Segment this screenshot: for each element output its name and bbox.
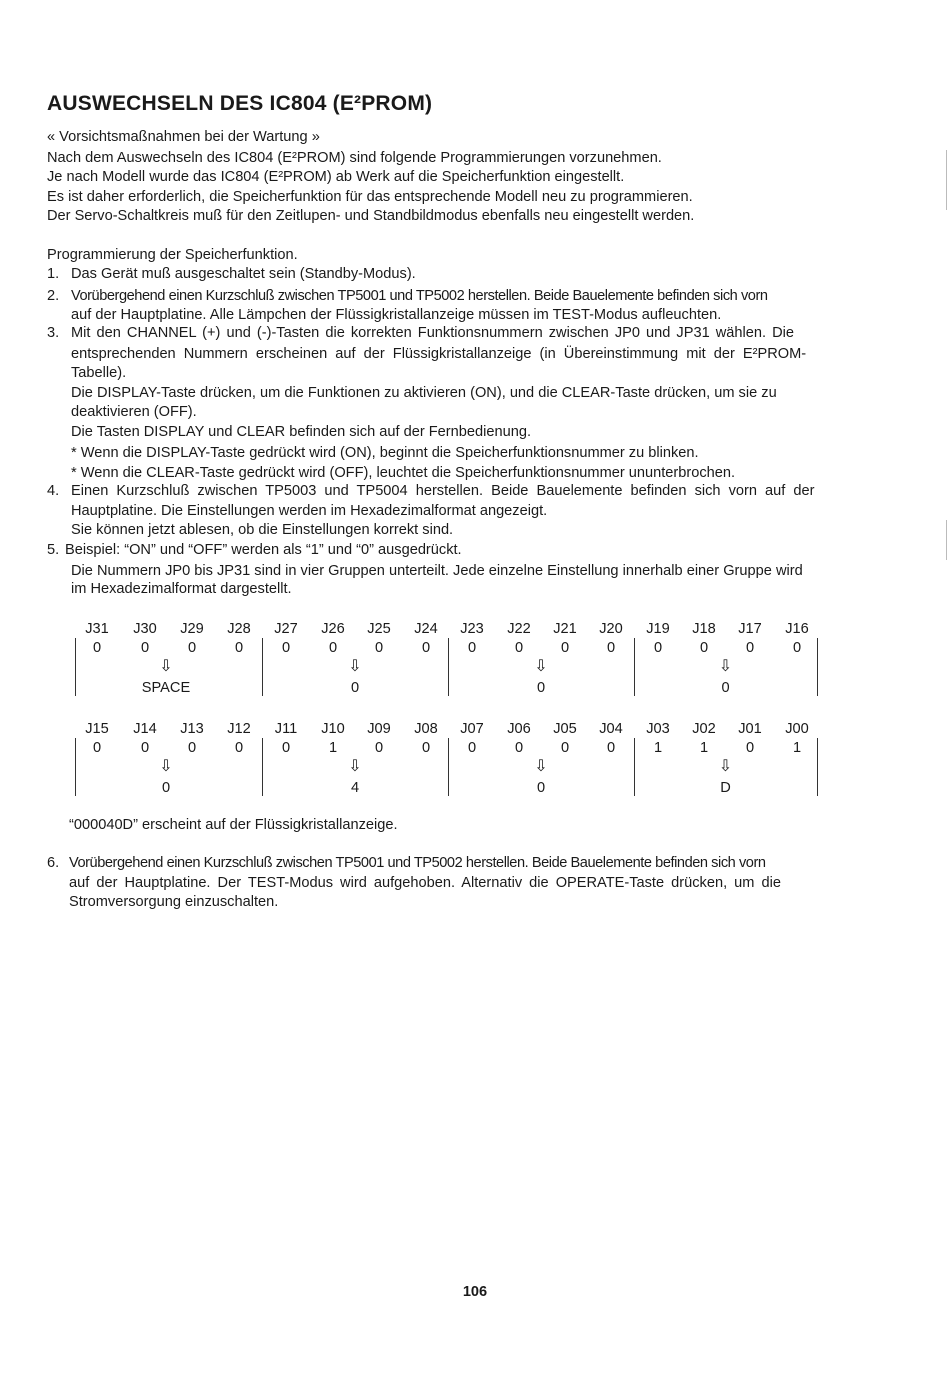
intro-line: Es ist daher erforderlich, die Speicherfunktion für das entsprechende Modell neu zu programmieren. [47,189,693,205]
group-divider [262,738,263,796]
bit-label: J18 [692,621,716,637]
hex-digit: 0 [161,780,171,796]
bit-label: J11 [274,721,298,737]
group-divider [262,638,263,696]
bit-label: J07 [460,721,484,737]
step-text: Sie können jetzt ablesen, ob die Einstellungen korrekt sind. [71,522,454,538]
display-note: “000040D” erscheint auf der Flüssigkristallanzeige. [69,817,398,833]
step-text: auf der Hauptplatine. Alle Lämpchen der Flüssigkristallanzeige müssen im TEST-Modus aufleuchten. [71,307,722,323]
hex-digit: SPACE [141,680,191,696]
bit-value: 0 [699,640,709,656]
hex-digit: 0 [536,780,546,796]
page-number: 106 [462,1284,488,1300]
step-note: * Wenn die CLEAR-Taste gedrückt wird (OFF), leuchtet die Speicherfunktionsnummer ununterbrochen. [71,465,736,481]
bit-value: 0 [467,640,477,656]
bit-label: J28 [227,621,251,637]
down-arrow-icon: ⇩ [348,658,362,675]
bit-label: J08 [414,721,438,737]
bit-label: J21 [553,621,577,637]
bit-value: 0 [187,740,197,756]
bit-value: 0 [234,740,244,756]
bit-value: 0 [514,640,524,656]
step-text: auf der Hauptplatine. Der TEST-Modus wird aufgehoben. Alternativ die OPERATE-Taste drücken, um die [69,875,781,891]
step-text: Vorübergehend einen Kurzschluß zwischen TP5001 und TP5002 herstellen. Beide Bauelemente befinden sich vorn [71,288,768,304]
bit-value: 0 [421,740,431,756]
bit-value: 1 [699,740,709,756]
bit-label: J19 [646,621,670,637]
step-text: deaktivieren (OFF). [71,404,197,420]
bit-label: J26 [321,621,345,637]
scan-edge-mark [946,150,947,210]
bit-label: J22 [507,621,531,637]
hex-digit: 0 [721,680,730,696]
group-divider [448,638,449,696]
bit-value: 0 [281,640,291,656]
bit-value: 0 [792,640,802,656]
bit-label: J17 [738,621,762,637]
step-number: 5. [47,542,60,558]
step-number: 1. [47,266,60,282]
bit-label: J27 [274,621,298,637]
bit-label: J00 [785,721,809,737]
step-text: im Hexadezimalformat dargestellt. [71,581,292,597]
step-text: Beispiel: “ON” und “OFF” werden als “1” und “0” ausgedrückt. [65,542,462,558]
step-text: Mit den CHANNEL (+) und (-)-Tasten die korrekten Funktionsnummern zwischen JP0 und JP31 wählen. Die [71,325,794,341]
group-divider [634,638,635,696]
hex-digit: D [720,780,731,796]
bit-value: 1 [328,740,338,756]
page-title: AUSWECHSELN DES IC804 (E²PROM) [47,92,433,115]
step-text: Einen Kurzschluß zwischen TP5003 und TP5004 herstellen. Beide Bauelemente befinden sich vorn auf der [71,483,815,499]
bit-label: J14 [133,721,157,737]
step-text: Tabelle). [71,365,127,381]
precaution-heading: « Vorsichtsmaßnahmen bei der Wartung » [47,129,320,145]
step-number: 6. [47,855,60,871]
bit-value: 0 [745,640,755,656]
bit-value: 0 [421,640,431,656]
group-divider [817,638,818,696]
bit-label: J06 [507,721,531,737]
bit-value: 1 [653,740,663,756]
group-divider [817,738,818,796]
bit-value: 0 [560,740,570,756]
bit-value: 0 [234,640,244,656]
bit-value: 0 [606,640,616,656]
bit-value: 0 [187,640,197,656]
scan-edge-mark [946,520,947,560]
bit-label: J02 [692,721,716,737]
down-arrow-icon: ⇩ [159,758,173,775]
step-text: Hauptplatine. Die Einstellungen werden im Hexadezimalformat angezeigt. [71,503,548,519]
bit-label: J01 [738,721,762,737]
bit-label: J10 [321,721,345,737]
step-number: 4. [47,483,60,499]
step-text: Die Tasten DISPLAY und CLEAR befinden sich auf der Fernbedienung. [71,424,531,440]
bit-value: 0 [92,640,102,656]
group-divider [448,738,449,796]
step-text: entsprechenden Nummern erscheinen auf der Flüssigkristallanzeige (in Übereinstimmung mit der E²PROM- [71,346,807,362]
down-arrow-icon: ⇩ [534,658,548,675]
step-text: Die Nummern JP0 bis JP31 sind in vier Gruppen unterteilt. Jede einzelne Einstellung innerhalb einer Gruppe wird [71,563,803,579]
bit-value: 0 [374,740,384,756]
bit-value: 0 [745,740,755,756]
intro-line: Nach dem Auswechseln des IC804 (E²PROM) sind folgende Programmierungen vorzunehmen. [47,150,662,166]
bit-label: J15 [85,721,109,737]
bit-label: J16 [785,621,809,637]
bit-value: 0 [281,740,291,756]
bit-label: J09 [367,721,391,737]
bit-value: 0 [514,740,524,756]
down-arrow-icon: ⇩ [718,658,733,675]
down-arrow-icon: ⇩ [534,758,548,775]
bit-label: J12 [227,721,251,737]
intro-line: Je nach Modell wurde das IC804 (E²PROM) ab Werk auf die Speicherfunktion eingestellt. [47,169,625,185]
step-text: Stromversorgung einzuschalten. [69,894,279,910]
programming-heading: Programmierung der Speicherfunktion. [47,247,298,263]
bit-value: 0 [653,640,663,656]
bit-label: J29 [180,621,204,637]
bit-label: J25 [367,621,391,637]
bit-value: 0 [92,740,102,756]
bit-label: J04 [599,721,623,737]
bit-value: 0 [374,640,384,656]
bit-label: J23 [460,621,484,637]
step-note: * Wenn die DISPLAY-Taste gedrückt wird (ON), beginnt die Speicherfunktionsnummer zu blinken. [71,445,699,461]
down-arrow-icon: ⇩ [348,758,362,775]
intro-line: Der Servo-Schaltkreis muß für den Zeitlupen- und Standbildmodus ebenfalls neu eingestellt werden. [47,208,695,224]
bit-label: J30 [133,621,157,637]
bit-value: 0 [140,740,150,756]
bit-value: 0 [560,640,570,656]
step-number: 2. [47,288,60,304]
down-arrow-icon: ⇩ [159,658,173,675]
hex-digit: 4 [350,780,360,796]
group-divider [634,738,635,796]
bit-value: 0 [606,740,616,756]
bit-label: J05 [553,721,577,737]
group-divider [75,638,76,696]
step-text: Das Gerät muß ausgeschaltet sein (Standby-Modus). [71,266,416,282]
group-divider [75,738,76,796]
bit-label: J03 [646,721,670,737]
step-text: Vorübergehend einen Kurzschluß zwischen TP5001 und TP5002 herstellen. Beide Bauelemente befinden sich vorn [69,855,766,871]
bit-label: J20 [599,621,623,637]
step-number: 3. [47,325,60,341]
bit-value: 0 [467,740,477,756]
bit-value: 0 [140,640,150,656]
step-text: Die DISPLAY-Taste drücken, um die Funktionen zu aktivieren (ON), und die CLEAR-Taste drücken, um sie zu [71,385,777,401]
bit-label: J31 [85,621,109,637]
hex-digit: 0 [350,680,360,696]
bit-value: 0 [328,640,338,656]
hex-digit: 0 [536,680,546,696]
bit-label: J24 [414,621,438,637]
down-arrow-icon: ⇩ [718,758,733,775]
bit-label: J13 [180,721,204,737]
bit-value: 1 [792,740,802,756]
